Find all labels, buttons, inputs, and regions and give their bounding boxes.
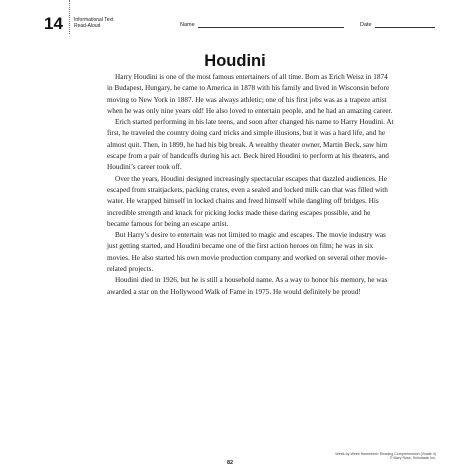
- paragraph-3: Over the years, Houdini designed increasingly spectacular escapes that dazzled audiences. He escaped from straitjackets, packing crates, even a sealed and locked milk can that was filled with water. He wrapped himself in locked chains and freed himself while dangling off bridges. His incredible strength and knack for picking locks made these daring escapes possible, and he became famous for being an escape artist.: [107, 174, 388, 228]
- article-title: Houdini: [204, 52, 266, 70]
- footer-page-number: 82: [227, 460, 234, 466]
- date-blank-line[interactable]: [375, 22, 435, 28]
- page-number: 14: [44, 14, 63, 33]
- paragraph-2: Erich started performing in his late teens, and soon after changed his name to Harry Houdini. At first, he traveled the country doing card tricks and simple illusions, but it was a hard life, and he almost quit. Then, in 1899, he had his big break. A wealthy theater owner, Martin Beck, saw him escape from a pair of handcuffs during his act. Beck hired Houdini to perform at his theaters, and Houdini’s career took off.: [107, 118, 394, 172]
- credit-line-2: © Mary Rose, Scholastic Inc.: [389, 456, 436, 461]
- name-blank-line[interactable]: [198, 22, 344, 28]
- category-line-1: Informational Text: [74, 17, 114, 23]
- category-line-2: Read-Aloud: [74, 23, 101, 29]
- copyright-credit: [335, 452, 436, 461]
- date-label: Date: [360, 22, 372, 28]
- article-body: [107, 72, 394, 298]
- dotted-divider: [69, 0, 70, 34]
- name-field[interactable]: [180, 22, 344, 28]
- name-label: Name: [180, 22, 195, 28]
- category-label: [74, 17, 113, 29]
- paragraph-1: Harry Houdini is one of the most famous entertainers of all time. Born as Erich Weisz in 1874 in Budapest, Hungary, he came to America in 1878 with his family and lived in Wisconsin before moving to New York in 1887. He was always athletic; one of his first jobs was as a trapeze artist when he was only nine years old! He also loved to entertain people, and he had an amazing career.: [107, 73, 393, 115]
- paragraph-4: But Harry’s desire to entertain was not limited to magic and escapes. The movie industry was just getting started, and Houdini became one of the first action heroes on film; he was in six movies. He also started his own movie production company and worked on several other movie-related projects.: [107, 231, 388, 274]
- date-field[interactable]: [360, 22, 435, 28]
- paragraph-5: Houdini died in 1926, but he is still a household name. As a way to honor his memory, he was awarded a star on the Hollywood Walk of Fame in 1975. He would definitely be proud!: [107, 276, 388, 296]
- credit-line-1: Week-by-Week Homework: Reading Comprehension (Grade 4): [335, 452, 436, 456]
